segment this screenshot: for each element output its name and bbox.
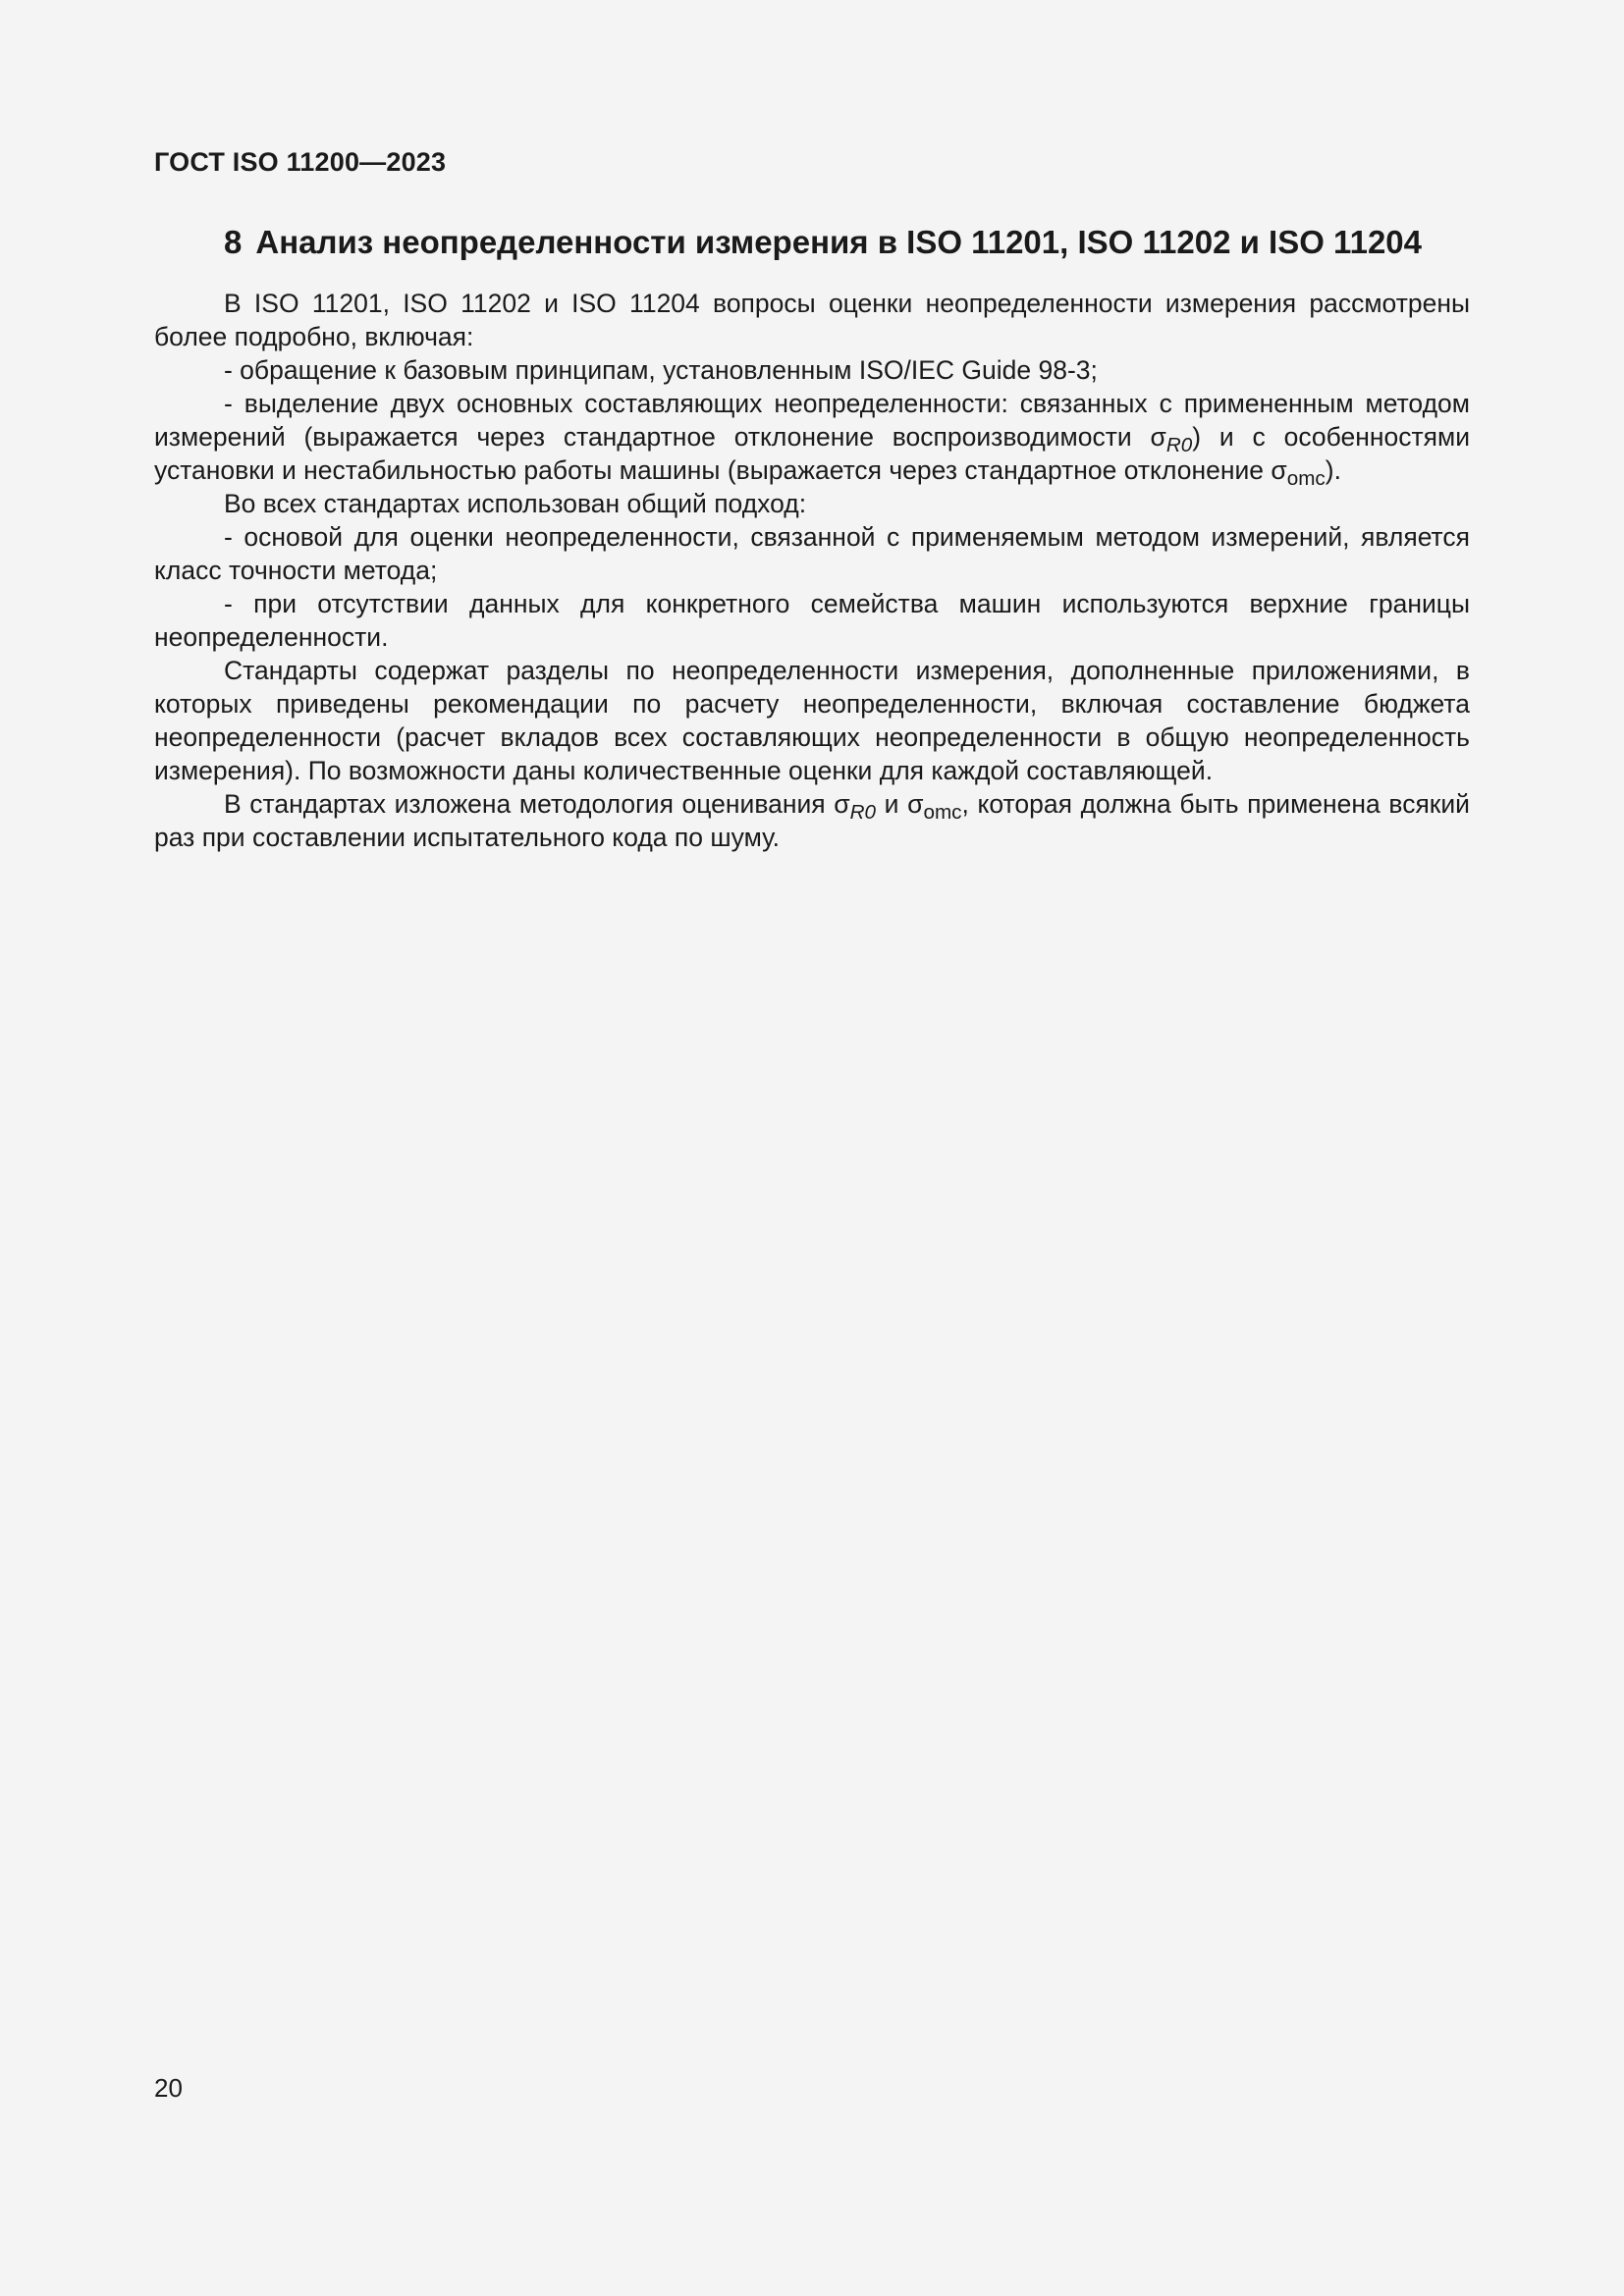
document-header: ГОСТ ISO 11200—2023 (154, 147, 447, 177)
methodology-text-mid: и σ (876, 789, 924, 819)
paragraph-standards-content: Стандарты содержат разделы по неопределенности измерения, дополненные приложениями, в которых приведены рекомендации по расчету неопределенности, включая составление бюджета неопределенности (расчет вкладов всех составляющих неопределенности в общую неопределенность измерения). По возможности даны количественные оценки для каждой составляющей. (154, 656, 1470, 785)
paragraph-intro: В ISO 11201, ISO 11202 и ISO 11204 вопросы оценки неопределенности измерения рассмотрены более подробно, включая: (154, 289, 1470, 351)
page-number: 20 (154, 2073, 183, 2103)
components-text-start: - выделение двух основных составляющих неопределенности: связанных с примененным методом измерений (выражается через стандартное отклонение воспроизводимости σ (154, 389, 1470, 452)
list-item-principles: - обращение к базовым принципам, установленным ISO/IEC Guide 98-3; (224, 355, 1098, 385)
methodology-text-start: В стандартах изложена методология оценивания σ (224, 789, 850, 819)
components-text-end: ). (1325, 455, 1341, 485)
list-item-accuracy-class: - основой для оценки неопределенности, связанной с применяемым методом измерений, является класс точности метода; (154, 522, 1470, 585)
sigma-r0-subscript: R0 (1165, 433, 1193, 456)
list-item-upper-bounds: - при отсутствии данных для конкретного семейства машин используются верхние границы неопределенности. (154, 589, 1470, 652)
section-body (154, 287, 1470, 854)
paragraph-methodology (154, 787, 1470, 854)
paragraph-common-approach: Во всех стандартах использован общий подход: (224, 489, 807, 518)
sigma-r0-subscript: R0 (849, 800, 877, 824)
methodology-text-end: , которая должна быть применена всякий раз при составлении испытательного кода по шуму. (154, 789, 1470, 852)
section-title: Анализ неопределенности измерения в ISO 11201, ISO 11202 и ISO 11204 (255, 224, 1423, 260)
section-number: 8 (224, 224, 243, 260)
list-item-components (154, 387, 1470, 490)
section-heading (224, 224, 1422, 261)
components-text-mid: ) и с особенностями установки и нестабильностью работы машины (выражается через стандартное отклонение σ (154, 422, 1470, 485)
sigma-omc-subscript: omc (923, 800, 962, 824)
sigma-omc-subscript: omc (1286, 466, 1326, 490)
